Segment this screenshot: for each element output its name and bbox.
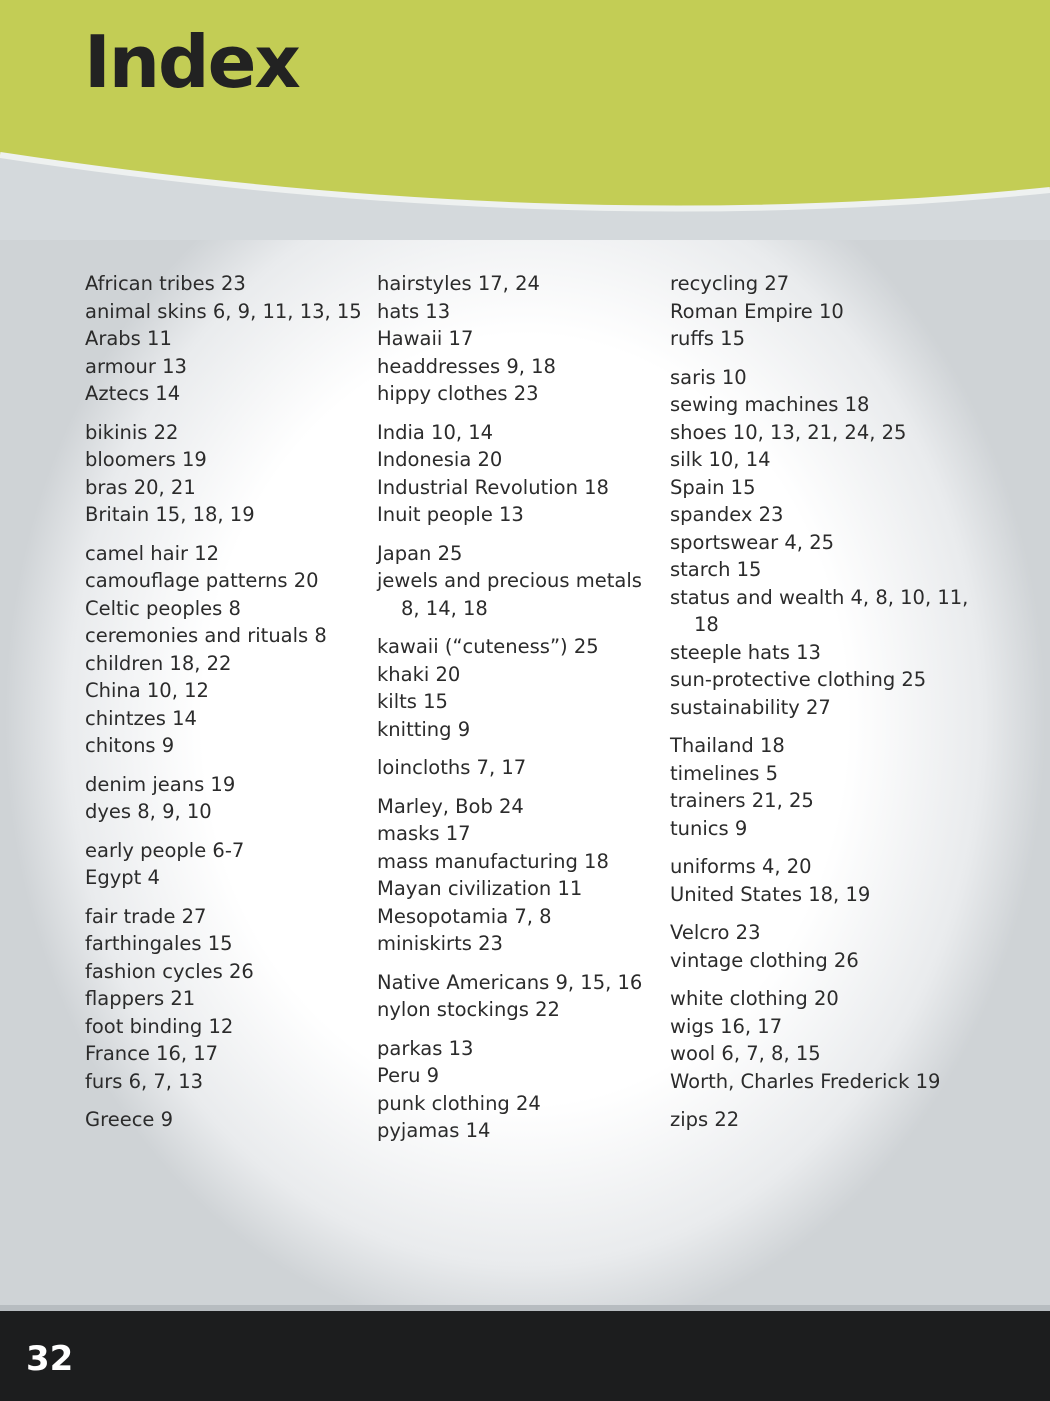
index-group [85, 419, 370, 529]
index-entry: dyes 8, 9, 10 [85, 800, 212, 823]
index-entry: miniskirts 23 [377, 932, 503, 955]
index-entry: Arabs 11 [85, 327, 172, 350]
index-entry: white clothing 20 [670, 987, 839, 1010]
index-group [85, 903, 370, 1096]
index-entry: denim jeans 19 [85, 772, 236, 796]
index-group [377, 793, 662, 958]
footer-bar [0, 1305, 1050, 1401]
index-entry: animal skins 6, 9, 11, 13, 15 [85, 299, 362, 323]
index-entry: chintzes 14 [85, 706, 197, 730]
index-column-2 [377, 270, 662, 1156]
index-entry: mass manufacturing 18 [377, 849, 609, 873]
index-entry: tunics 9 [670, 816, 748, 840]
index-entry: ruffs 15 [670, 327, 745, 350]
index-column-1 [85, 270, 370, 1145]
index-entry: flappers 21 [85, 987, 196, 1010]
index-group [85, 771, 370, 826]
index-entry: France 16, 17 [85, 1042, 219, 1065]
index-entry: Egypt 4 [85, 866, 160, 889]
index-entry: Inuit people 13 [377, 503, 524, 526]
index-entry: Mesopotamia 7, 8 [377, 904, 552, 928]
index-entry: Thailand 18 [670, 734, 785, 757]
index-entry: hippy clothes 23 [377, 382, 539, 405]
index-group [85, 1106, 370, 1134]
index-group [377, 1035, 662, 1145]
index-entry: recycling 27 [670, 272, 790, 295]
index-entry: saris 10 [670, 365, 747, 389]
index-entry: hairstyles 17, 24 [377, 272, 540, 295]
index-group [85, 837, 370, 892]
index-entry: sun-protective clothing 25 [670, 668, 927, 691]
index-entry: bloomers 19 [85, 448, 207, 471]
index-entry: parkas 13 [377, 1036, 474, 1060]
index-entry: Indonesia 20 [377, 448, 503, 471]
index-entry: armour 13 [85, 354, 187, 378]
index-group [670, 364, 970, 722]
index-entry: khaki 20 [377, 662, 461, 686]
page-title: Index [84, 20, 299, 104]
index-entry: sportswear 4, 25 [670, 530, 835, 554]
index-entry: silk 10, 14 [670, 448, 771, 471]
index-entry: camouflage patterns 20 [85, 569, 319, 592]
index-entry: status and wealth 4, 8, 10, 11, 18 [670, 585, 969, 636]
index-entry: shoes 10, 13, 21, 24, 25 [670, 420, 907, 444]
index-entry: United States 18, 19 [670, 882, 871, 906]
index-entry: Japan 25 [377, 541, 463, 565]
index-entry: Britain 15, 18, 19 [85, 503, 255, 526]
index-entry: children 18, 22 [85, 651, 232, 675]
index-entry: headdresses 9, 18 [377, 354, 556, 378]
index-entry: India 10, 14 [377, 420, 494, 444]
index-group [670, 853, 970, 908]
index-entry: camel hair 12 [85, 541, 220, 565]
index-entry: early people 6-7 [85, 838, 245, 862]
index-entry: Spain 15 [670, 475, 756, 499]
index-entry: steeple hats 13 [670, 640, 821, 664]
index-entry: knitting 9 [377, 717, 471, 741]
index-entry: Mayan civilization 11 [377, 877, 583, 900]
index-entry: Roman Empire 10 [670, 299, 844, 323]
index-entry: kilts 15 [377, 690, 448, 713]
index-entry: Marley, Bob 24 [377, 794, 524, 818]
index-entry: wigs 16, 17 [670, 1014, 783, 1038]
index-group [85, 540, 370, 760]
index-entry: spandex 23 [670, 503, 784, 526]
index-entry: pyjamas 14 [377, 1119, 491, 1142]
index-entry: sustainability 27 [670, 695, 831, 719]
index-entry: jewels and precious metals 8, 14, 18 [377, 569, 642, 620]
index-group [670, 270, 970, 353]
index-entry: Peru 9 [377, 1064, 440, 1087]
index-entry: uniforms 4, 20 [670, 855, 812, 878]
index-entry: sewing machines 18 [670, 393, 870, 416]
index-group [377, 540, 662, 623]
index-entry: Native Americans 9, 15, 16 [377, 970, 643, 994]
index-column-3 [670, 270, 970, 1145]
index-entry: African tribes 23 [85, 272, 246, 295]
index-entry: wool 6, 7, 8, 15 [670, 1042, 821, 1065]
index-group [670, 732, 970, 842]
index-entry: masks 17 [377, 822, 471, 845]
index-entry: foot binding 12 [85, 1014, 234, 1038]
index-entry: hats 13 [377, 299, 451, 323]
index-entry: Greece 9 [85, 1108, 174, 1131]
index-entry: ceremonies and rituals 8 [85, 624, 327, 647]
index-entry: loincloths 7, 17 [377, 756, 527, 779]
index-entry: Worth, Charles Frederick 19 [670, 1069, 941, 1093]
index-group [377, 754, 662, 782]
page-number: 32 [26, 1339, 74, 1379]
index-group [377, 270, 662, 408]
index-entry: starch 15 [670, 558, 762, 581]
index-entry: Hawaii 17 [377, 327, 474, 350]
index-entry: kawaii (“cuteness”) 25 [377, 635, 599, 658]
index-group [670, 919, 970, 974]
index-entry: Celtic peoples 8 [85, 596, 241, 620]
index-group [377, 633, 662, 743]
index-entry: zips 22 [670, 1108, 740, 1131]
index-entry: Aztecs 14 [85, 382, 181, 405]
index-entry: Velcro 23 [670, 921, 761, 944]
index-group [670, 985, 970, 1095]
index-entry: nylon stockings 22 [377, 998, 560, 1021]
index-entry: bikinis 22 [85, 420, 179, 444]
index-entry: trainers 21, 25 [670, 789, 814, 812]
index-group [85, 270, 370, 408]
index-group [377, 969, 662, 1024]
index-entry: fair trade 27 [85, 904, 207, 928]
index-entry: fashion cycles 26 [85, 959, 254, 983]
index-entry: farthingales 15 [85, 932, 233, 955]
index-entry: punk clothing 24 [377, 1091, 541, 1115]
index-entry: Industrial Revolution 18 [377, 475, 609, 499]
index-entry: bras 20, 21 [85, 475, 196, 499]
index-entry: chitons 9 [85, 734, 175, 757]
index-group [670, 1106, 970, 1134]
index-entry: vintage clothing 26 [670, 948, 859, 972]
index-entry: furs 6, 7, 13 [85, 1069, 204, 1093]
index-group [377, 419, 662, 529]
index-entry: China 10, 12 [85, 679, 209, 702]
index-entry: timelines 5 [670, 761, 779, 785]
